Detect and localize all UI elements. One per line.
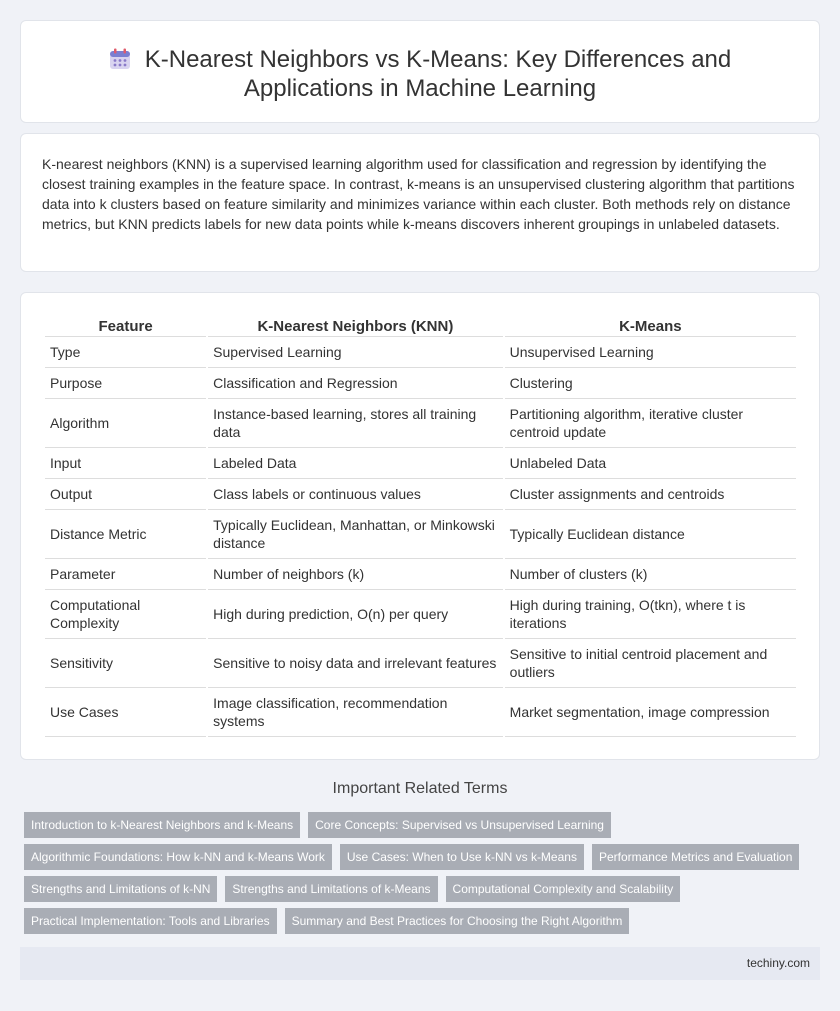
table-cell: Typically Euclidean, Manhattan, or Minkowski distance (208, 510, 503, 559)
table-row (45, 448, 796, 479)
table-cell: Computational Complexity (45, 590, 206, 639)
related-term-tag[interactable]: Use Cases: When to Use k-NN vs k-Means (340, 844, 584, 870)
table-cell: High during prediction, O(n) per query (208, 590, 503, 639)
related-terms-list (24, 812, 804, 940)
table-cell: Instance-based learning, stores all training data (208, 399, 503, 448)
intro-card (20, 133, 820, 272)
page-title-line1: K-Nearest Neighbors vs K-Means: Key Differences and (144, 46, 732, 73)
related-term-tag[interactable]: Strengths and Limitations of k-NN (24, 876, 217, 902)
table-cell: Distance Metric (45, 510, 206, 559)
table-row (45, 510, 796, 559)
related-term-tag[interactable]: Strengths and Limitations of k-Means (225, 876, 437, 902)
footer-site-link[interactable]: techiny.com (746, 956, 810, 970)
table-header-feature: Feature (45, 315, 206, 337)
comparison-table (43, 315, 798, 737)
table-row (45, 479, 796, 510)
header-card (20, 20, 820, 123)
table-cell: Sensitive to noisy data and irrelevant features (208, 639, 503, 688)
table-header-knn: K-Nearest Neighbors (KNN) (208, 315, 503, 337)
table-row (45, 639, 796, 688)
table-cell: Supervised Learning (208, 337, 503, 368)
table-row (45, 559, 796, 590)
calendar-icon (109, 48, 131, 70)
table-cell: Algorithm (45, 399, 206, 448)
table-cell: Typically Euclidean distance (505, 510, 796, 559)
intro-text: K-nearest neighbors (KNN) is a supervised learning algorithm used for classification and regression by identifying the closest training examples in the feature space. In contrast, k-means is an unsupervised clustering algorithm that partitions data into k clusters based on feature similarity and minimizes variance within each cluster. Both methods rely on distance metrics, but KNN predicts labels for new data points while k-means discovers inherent groupings in unlabeled datasets. (42, 156, 795, 232)
table-cell: Unsupervised Learning (505, 337, 796, 368)
table-row (45, 590, 796, 639)
table-row (45, 688, 796, 737)
table-cell: Class labels or continuous values (208, 479, 503, 510)
table-cell: Classification and Regression (208, 368, 503, 399)
table-cell: Unlabeled Data (505, 448, 796, 479)
table-cell: Market segmentation, image compression (505, 688, 796, 737)
related-term-tag[interactable]: Practical Implementation: Tools and Libraries (24, 908, 277, 934)
table-cell: Parameter (45, 559, 206, 590)
related-term-tag[interactable]: Introduction to k-Nearest Neighbors and k-Means (24, 812, 300, 838)
related-term-tag[interactable]: Performance Metrics and Evaluation (592, 844, 799, 870)
table-cell: Sensitivity (45, 639, 206, 688)
related-term-tag[interactable]: Core Concepts: Supervised vs Unsupervised Learning (308, 812, 611, 838)
table-row (45, 368, 796, 399)
table-row (45, 337, 796, 368)
related-term-tag[interactable]: Summary and Best Practices for Choosing the Right Algorithm (285, 908, 630, 934)
page-title-line2: Applications in Machine Learning (243, 75, 597, 102)
table-cell: Cluster assignments and centroids (505, 479, 796, 510)
table-cell: Output (45, 479, 206, 510)
table-cell: Number of neighbors (k) (208, 559, 503, 590)
table-cell: Purpose (45, 368, 206, 399)
table-cell: Partitioning algorithm, iterative cluster centroid update (505, 399, 796, 448)
table-cell: High during training, O(tkn), where t is iterations (505, 590, 796, 639)
table-cell: Sensitive to initial centroid placement and outliers (505, 639, 796, 688)
comparison-table-card (20, 292, 820, 760)
table-row (45, 399, 796, 448)
table-cell: Clustering (505, 368, 796, 399)
table-header-kmeans: K-Means (505, 315, 796, 337)
table-cell: Use Cases (45, 688, 206, 737)
footer (20, 947, 820, 980)
table-cell: Labeled Data (208, 448, 503, 479)
related-term-tag[interactable]: Algorithmic Foundations: How k-NN and k-Means Work (24, 844, 332, 870)
related-term-tag[interactable]: Computational Complexity and Scalability (446, 876, 681, 902)
table-cell: Input (45, 448, 206, 479)
table-cell: Type (45, 337, 206, 368)
table-cell: Number of clusters (k) (505, 559, 796, 590)
table-cell: Image classification, recommendation systems (208, 688, 503, 737)
related-terms-title: Important Related Terms (332, 780, 508, 797)
